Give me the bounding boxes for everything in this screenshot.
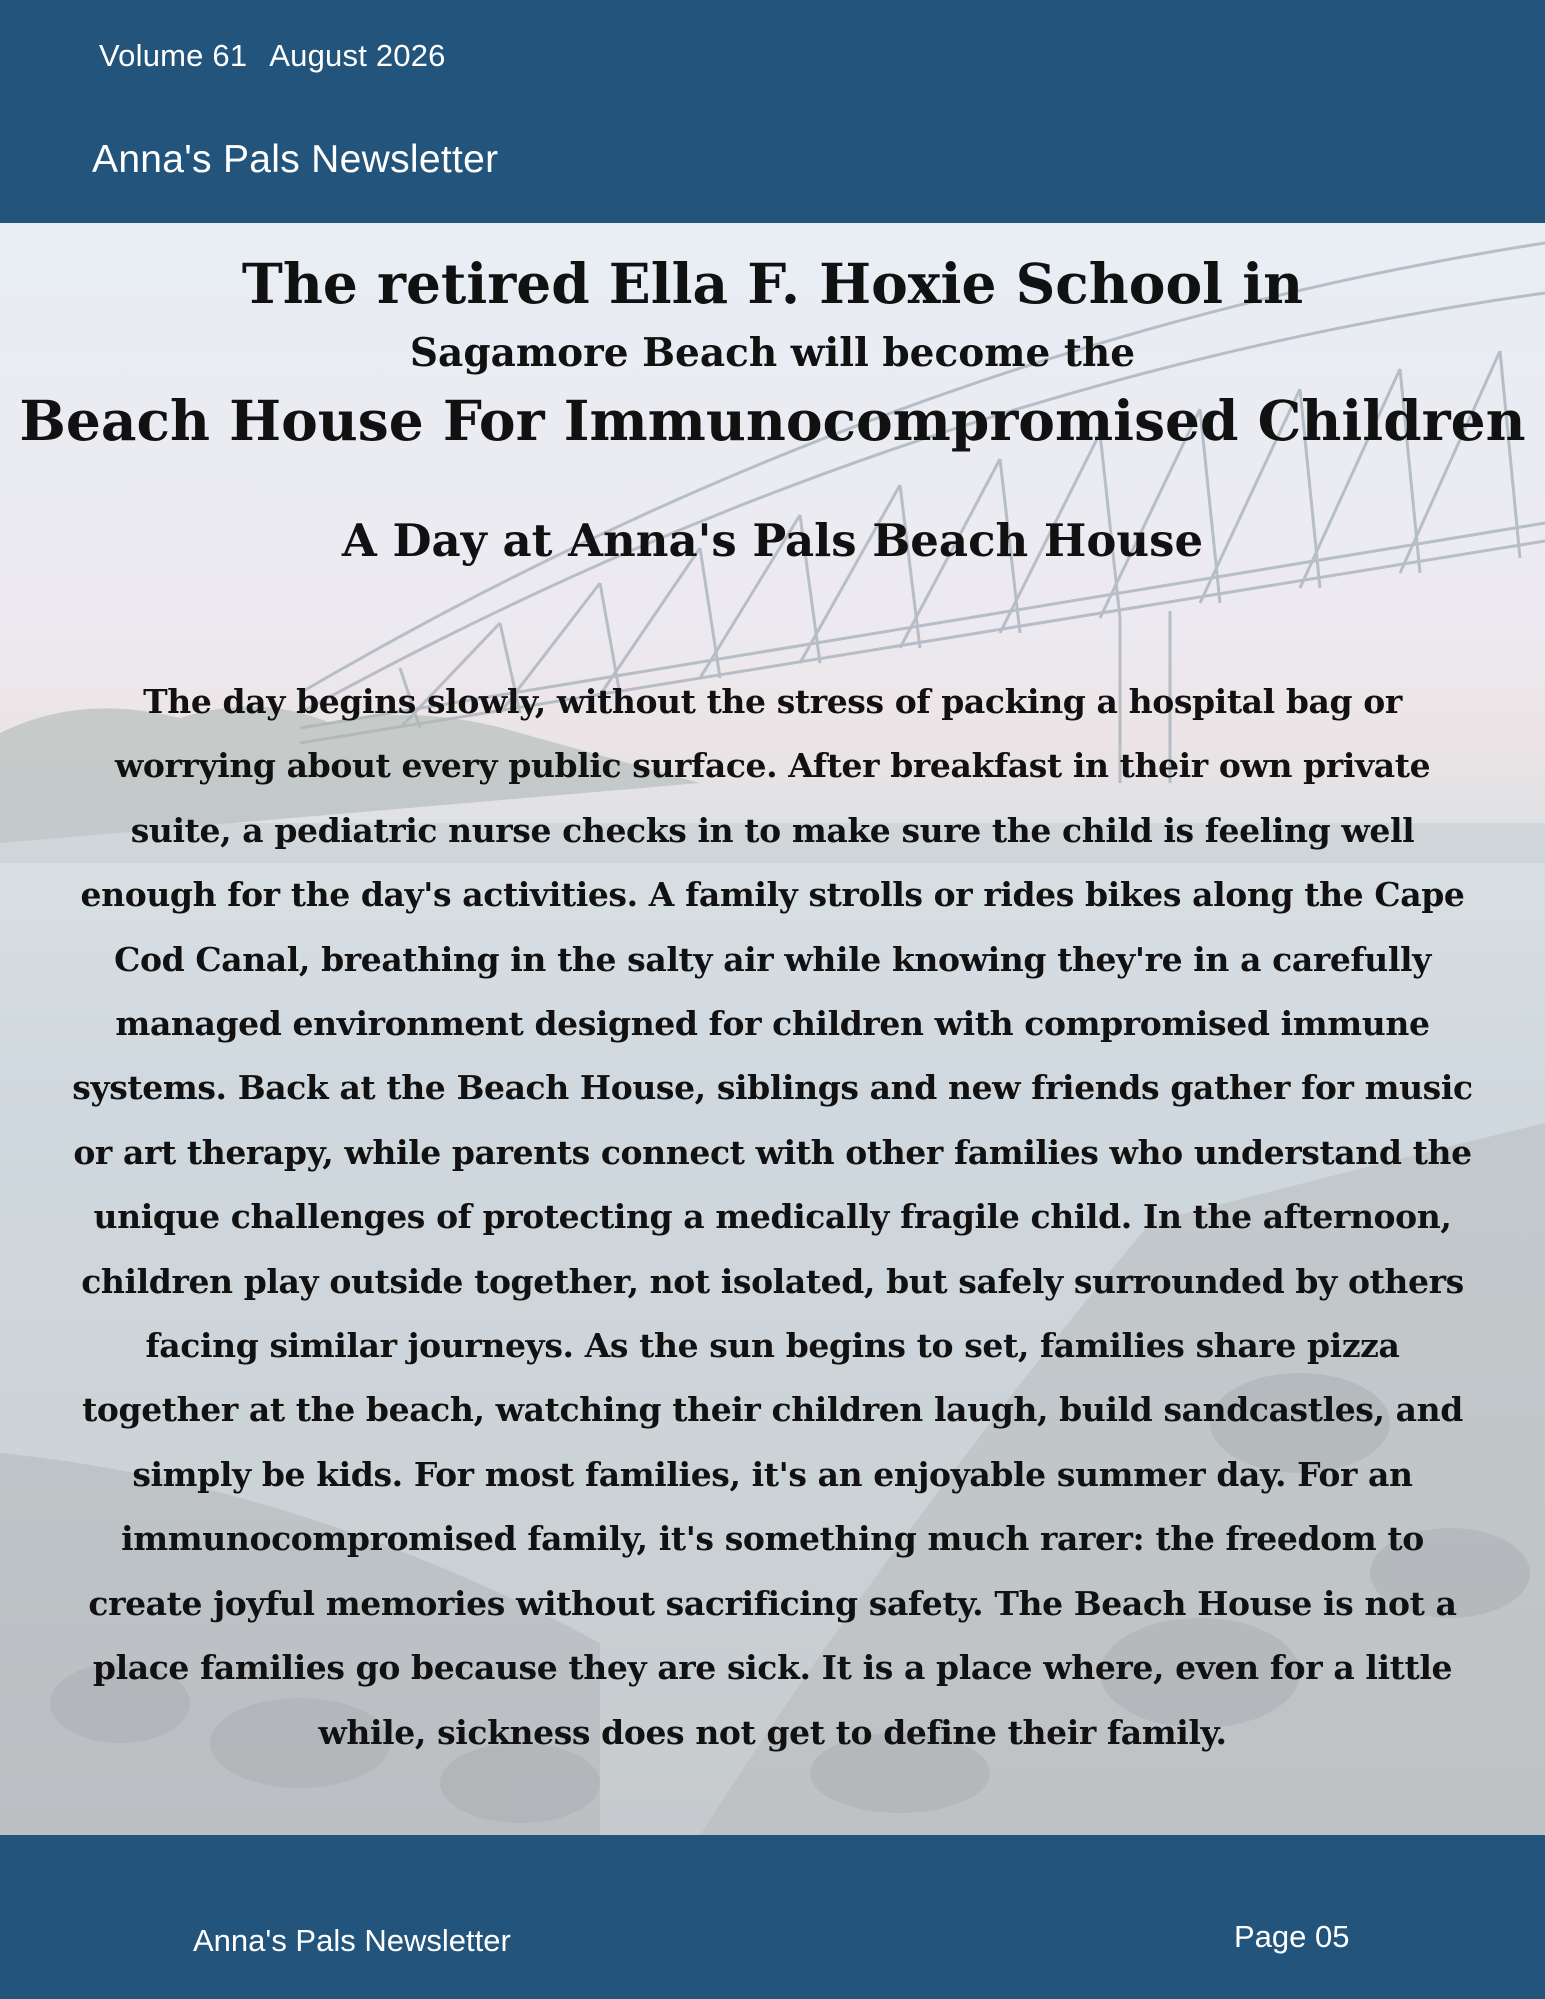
volume-label: Volume 61: [99, 38, 248, 73]
page-number: Page 05: [1234, 1919, 1350, 1954]
issue-info: [99, 38, 446, 74]
article-body: The day begins slowly, without the stress of packing a hospital bag or worrying about every public surface. After breakfast in their own private suite, a pediatric nurse checks in to make sure the child is feeling well enough for the day's activities. A family strolls or rides bikes along the Cape Cod Canal, breathing in the salty air while knowing they're in a carefully managed environment designed for children with compromised immune systems. Back at the Beach House, siblings and new friends gather for music or art therapy, while parents connect with other families who understand the unique challenges of protecting a medically fragile child. In the afternoon, children play outside together, not isolated, but safely surrounded by others facing similar journeys. As the sun begins to set, families share pizza together at the beach, watching their children laugh, build sandcastles, and simply be kids. For most families, it's an enjoyable summer day. For an immunocompromised family, it's something much rarer: the freedom to create joyful memories without sacrificing safety. The Beach House is not a place families go because they are sick. It is a place where, even for a little while, sickness does not get to define their family.: [72, 682, 1473, 1752]
headline-line-3: Beach House For Immunocompromised Children: [19, 388, 1526, 453]
newsletter-title: Anna's Pals Newsletter: [92, 138, 499, 181]
page-header: [0, 0, 1545, 223]
headline-line-2: Sagamore Beach will become the: [409, 330, 1136, 376]
page-footer: [0, 1835, 1545, 1999]
article-area: [0, 223, 1545, 1835]
headline-line-1: The retired Ella F. Hoxie School in: [241, 251, 1304, 316]
article-subtitle: A Day at Anna's Pals Beach House: [341, 514, 1204, 567]
footer-newsletter-title: Anna's Pals Newsletter: [193, 1923, 511, 1958]
issue-date: August 2026: [269, 38, 446, 73]
